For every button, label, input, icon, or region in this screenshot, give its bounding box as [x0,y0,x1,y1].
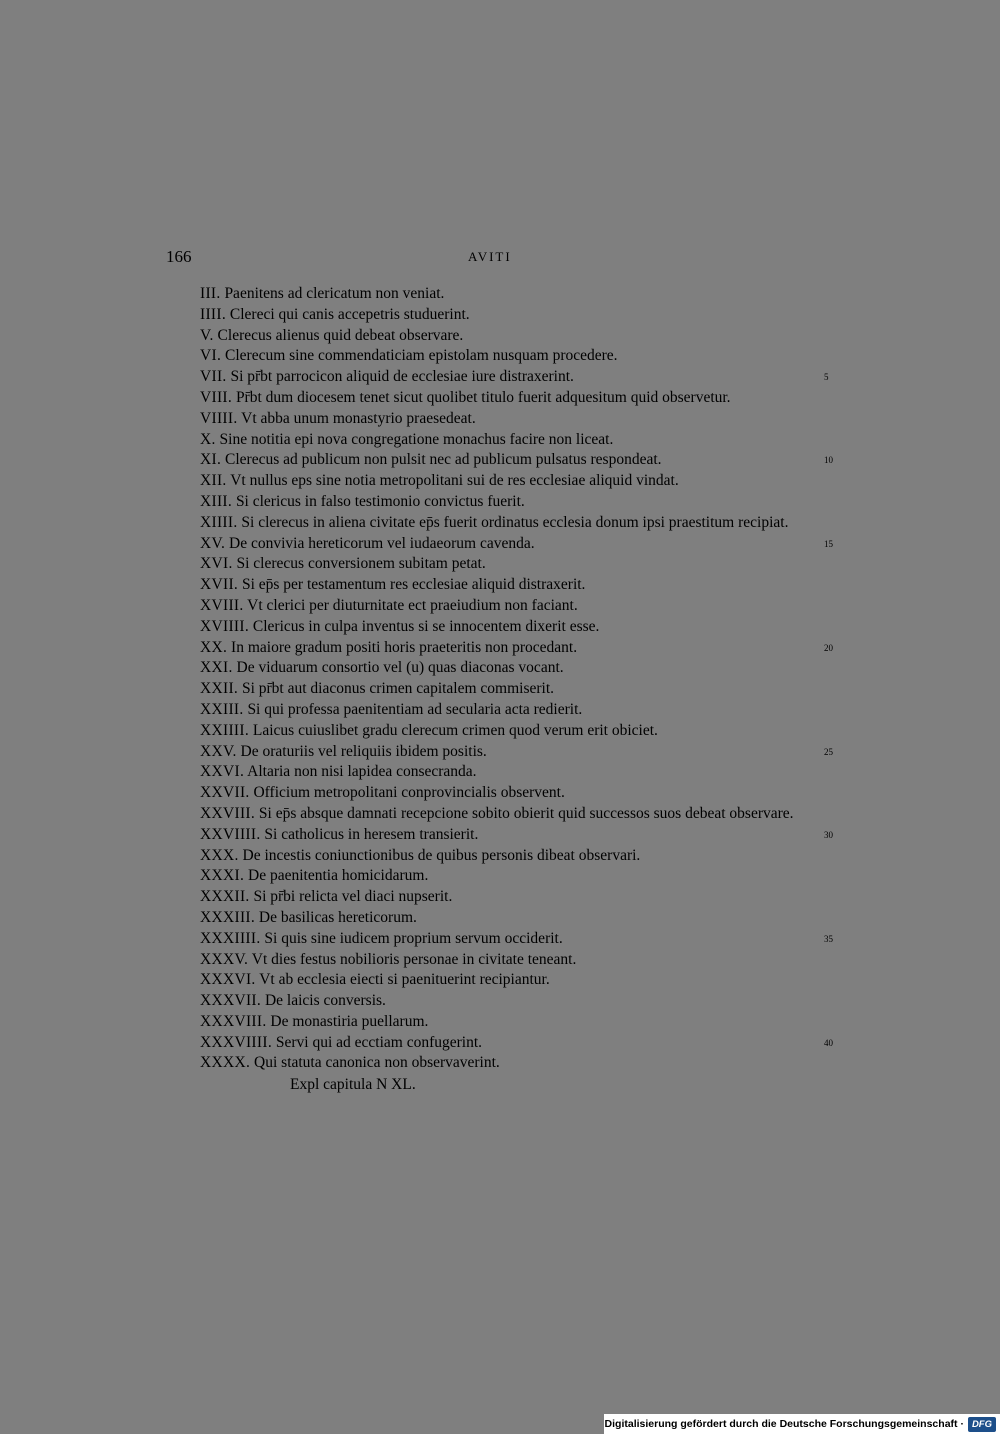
dfg-logo: DFG [968,1417,996,1432]
chapter-number: XXXIII. [200,908,256,926]
chapter-entry [164,346,824,367]
chapter-number: XXXI. [200,867,245,885]
chapter-entry [164,762,824,783]
chapter-title: Paenitens ad clericatum non veniat. [224,285,445,302]
chapter-title: Altaria non nisi lapidea consecranda. [247,763,477,781]
chapter-number: III. [200,285,221,302]
chapter-title: Servi qui ad ecctiam confugerint. [275,1033,483,1051]
chapter-title: Clerecus ad publicum non pulsit nec ad publicum pulsatus respondeat. [225,451,662,469]
chapter-title: Pr̄bt dum diocesem tenet sicut quolibet titulo fuerit adquesitum quid observetur. [235,388,731,406]
chapter-number: XXVIIII. [200,825,261,843]
chapter-title: Officium metropolitani conprovincialis observent. [253,784,565,802]
chapter-entry [164,679,824,700]
line-number: 30 [824,829,833,840]
chapter-number: XVI. [200,555,233,573]
chapter-entry [164,471,824,492]
chapter-title: Clericus in culpa inventus si se innocentem dixerit esse. [252,617,600,635]
chapter-number: VIII. [200,388,233,406]
chapter-entry [164,908,824,929]
chapter-title: De paenitentia homicidarum. [248,867,429,885]
chapter-entry [164,721,824,742]
running-title: AVITI [468,249,512,264]
line-number: 35 [824,933,833,944]
chapter-entry [164,409,824,430]
line-number: 25 [824,746,833,757]
chapter-title: De monastiria puellarum. [270,1012,429,1030]
chapter-number: XXXVI. [200,971,256,989]
chapter-title: Clereci qui canis accepetris studuerint. [229,305,470,323]
chapter-number: XIII. [200,492,233,510]
chapter-number: VIIII. [200,409,238,427]
chapter-title: Clerecum sine commendaticiam epistolam nusquam procedere. [225,347,618,365]
chapter-title: Si clericus in falso testimonio convictus fuerit. [235,492,525,510]
chapter-title: Si catholicus in heresem transierit. [264,825,479,843]
line-number: 15 [824,538,833,549]
chapter-title: Sine notitia epi nova congregatione monachus facire non liceat. [219,430,614,448]
chapter-list-closing: Expl capitula N XL. [290,1076,416,1094]
chapter-title: Vt abba unum monastyrio praesedeat. [241,409,476,427]
chapter-entry [164,305,824,326]
chapter-entry [164,617,824,638]
chapter-title: Qui statuta canonica non observaverint. [254,1054,500,1072]
chapter-number: XXI. [200,659,233,677]
chapter-entry [164,284,824,305]
chapter-title: Si ep̄s per testamentum res ecclesiae aliquid distraxerit. [241,576,586,594]
chapter-title: Vt nullus eps sine notia metropolitani sui de res ecclesiae aliquid vindat. [230,472,679,490]
chapter-number: XXXVII. [200,992,262,1010]
chapter-title: De oraturiis vel reliquiis ibidem positis. [240,742,487,760]
chapter-number: XXX. [200,846,239,864]
chapter-entry [164,1012,824,1033]
chapter-title: Si pr̄bi relicta vel diaci nupserit. [253,888,453,906]
chapter-number: XXXIIII. [200,929,261,947]
chapter-entry [164,638,833,659]
chapter-entry [164,846,824,867]
chapter-entry [164,970,824,991]
chapter-entry [164,950,824,971]
chapter-number: XI. [200,451,222,469]
chapter-number: XXVII. [200,784,250,802]
chapter-title: Si clerecus in aliena civitate ep̄s fuerit ordinatus ecclesia donum ipsi praestitum recipiat. [241,513,789,531]
chapter-title: De convivia hereticorum vel iudaeorum cavenda. [229,534,535,552]
chapter-number: XXXV. [200,950,249,968]
chapter-title: Vt clerici per diuturnitate ect praeiudium non faciant. [247,596,578,614]
chapter-number: XXIIII. [200,721,250,739]
chapter-number: XVIII. [200,596,244,614]
chapter-number: XV. [200,534,226,552]
chapter-entry [164,1033,833,1054]
chapter-title: Laicus cuiuslibet gradu clerecum crimen quod verum erit obiciet. [252,721,658,739]
chapter-entry [164,388,824,409]
chapter-number: XX. [200,638,228,656]
footer-bar [604,1414,1000,1434]
chapter-number: XXII. [200,680,239,698]
chapter-title: Si clerecus conversionem subitam petat. [236,555,486,573]
chapter-number: XXIII. [200,700,244,718]
chapter-entry [164,804,824,825]
chapter-entry [164,991,824,1012]
chapter-title: Si pr̄bt parrocicon aliquid de ecclesiae iure distraxerint. [230,368,574,386]
chapter-title: Si pr̄bt aut diaconus crimen capitalem commiserit. [241,680,555,698]
chapter-entry [164,513,824,534]
chapter-entry [164,430,824,451]
chapter-title: Si qui professa paenitentiam ad secularia acta redierit. [247,700,583,718]
chapter-number: XIIII. [200,513,238,531]
chapter-number: XXXX. [200,1054,251,1072]
chapter-number: X. [200,430,216,448]
chapter-list [164,284,833,1096]
chapter-title: Vt dies festus nobilioris personae in civitate teneant. [251,950,577,968]
chapter-title: Clerecus alienus quid debeat observare. [217,326,464,344]
line-number: 40 [824,1037,833,1048]
chapter-number: XXXVIII. [200,1012,267,1030]
chapter-number: XII. [200,472,227,490]
chapter-title: Vt ab ecclesia eiecti si paenituerint recipiantur. [259,971,550,989]
chapter-entry [164,326,824,347]
chapter-entry [164,367,829,388]
chapter-number: VI. [200,347,222,365]
chapter-number: V. [200,326,214,344]
chapter-entry [164,492,824,513]
chapter-number: XXXII. [200,888,250,906]
chapter-title: De basilicas hereticorum. [258,908,417,926]
page-header [0,246,1000,268]
chapter-number: XXVI. [200,763,245,781]
chapter-number: XXV. [200,742,237,760]
chapter-number: XXVIII. [200,804,256,822]
chapter-title: De incestis coniunctionibus de quibus personis dibeat observari. [242,846,641,864]
chapter-entry [164,596,824,617]
chapter-entry [164,450,833,471]
chapter-number: XVII. [200,576,239,594]
line-number: 20 [824,642,833,653]
chapter-entry [164,534,833,555]
chapter-title: Si quis sine iudicem proprium servum occiderit. [264,929,563,947]
chapter-entry [164,1053,824,1074]
page-number: 166 [166,247,192,266]
chapter-title: In maiore gradum positi horis praeteritis non procedant. [231,638,578,656]
chapter-number: XXXVIIII. [200,1033,272,1051]
chapter-entry [164,783,824,804]
chapter-entry [164,575,824,596]
chapter-title: De laicis conversis. [264,992,386,1010]
chapter-title: De viduarum consortio vel (u) quas diaconas vocant. [236,659,564,677]
chapter-entry [164,554,824,575]
chapter-entry [164,825,833,846]
chapter-number: XVIIII. [200,617,250,635]
chapter-number: VII. [200,368,227,386]
chapter-entry [164,658,824,679]
chapter-entry [164,742,833,763]
chapter-entry [164,887,824,908]
chapter-entry [164,929,833,950]
chapter-number: IIII. [200,305,227,323]
footer-credit: Digitalisierung gefördert durch die Deutsche Forschungsgemeinschaft · [604,1418,964,1430]
line-number: 10 [824,455,833,466]
line-number: 5 [824,372,829,383]
chapter-title: Si ep̄s absque damnati recepcione sobito obierit quid successos suos debeat observare. [258,804,794,822]
chapter-entry [164,866,824,887]
chapter-entry [164,700,824,721]
